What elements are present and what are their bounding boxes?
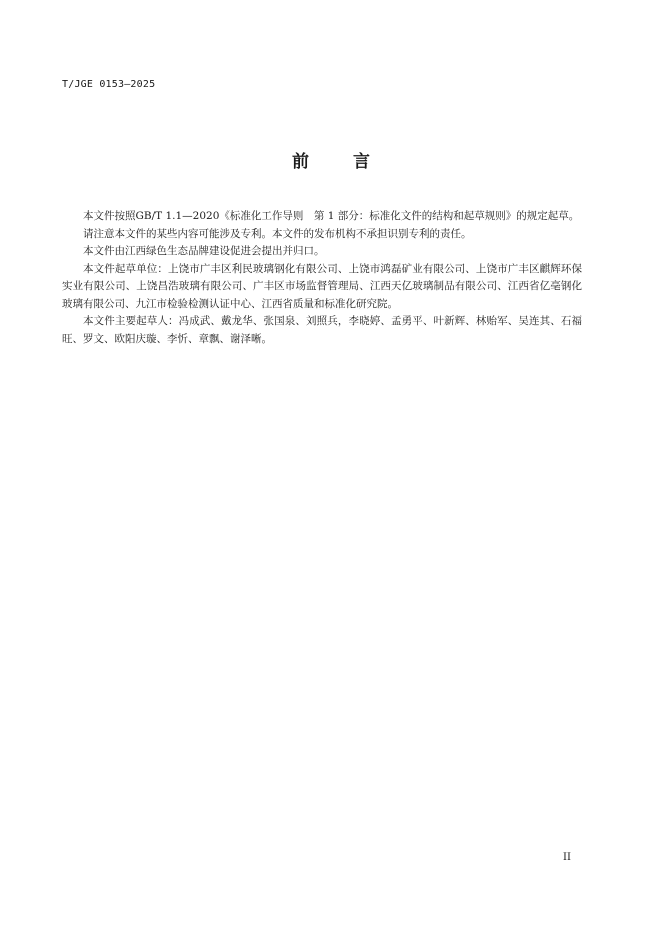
foreword-body (62, 208, 582, 348)
page-number: II (563, 852, 571, 863)
paragraph-drafting-basis: 本文件按照GB/T 1.1—2020《标准化工作导则 第 1 部分：标准化文件的结构和起草规则》的规定起草。 (83, 210, 580, 222)
title-char-1: 前 (292, 152, 309, 172)
paragraph-main-drafters: 本文件主要起草人：冯成武、戴龙华、张国泉、刘照兵，李晓婷、孟勇平、叶新辉、林贻军、吴连其、石福旺、罗文、欧阳庆璇、李忻、章飘、谢泽晰。 (62, 315, 582, 345)
paragraph-drafting-units: 本文件起草单位：上饶市广丰区利民玻璃钢化有限公司、上饶市鸿磊矿业有限公司、上饶市广丰区麒辉环保实业有限公司、上饶昌浩玻璃有限公司、广丰区市场监督管理局、江西天亿玻璃制品有限公司、江西省亿亳钢化玻璃有限公司、九江市检验检测认证中心、江西省质量和标准化研究院。 (62, 262, 582, 310)
standard-code: T/JGE 0153—2025 (62, 79, 156, 90)
title-char-2: 言 (353, 152, 370, 172)
paragraph-proposer: 本文件由江西绿色生态品牌建设促进会提出并归口。 (83, 245, 325, 257)
page-title (0, 147, 662, 172)
paragraph-patent-notice: 请注意本文件的某些内容可能涉及专利。本文件的发布机构不承担识别专利的责任。 (83, 227, 472, 240)
